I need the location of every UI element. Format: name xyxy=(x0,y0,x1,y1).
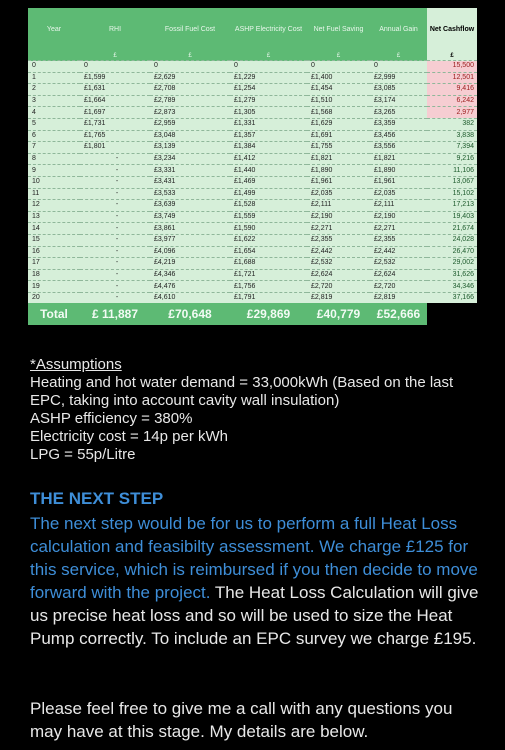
table-row xyxy=(28,165,477,177)
cell-net-fuel-saving: £1,568 xyxy=(307,107,370,119)
header-net-fuel-saving: Net Fuel Saving xyxy=(307,8,370,52)
cell-rhi: 0 xyxy=(80,61,150,73)
cell-fossil-fuel-cost: £3,639 xyxy=(150,200,230,212)
total-label: Total xyxy=(28,303,80,325)
cell-annual-gain: £1,821 xyxy=(370,153,427,165)
cell-ashp-electricity-cost: £1,791 xyxy=(230,292,307,303)
cell-net-cashflow: 34,346 xyxy=(427,281,477,293)
cell-ashp-electricity-cost: £1,279 xyxy=(230,95,307,107)
table-row xyxy=(28,281,477,293)
cell-rhi: £1,631 xyxy=(80,84,150,96)
cell-net-fuel-saving: £2,111 xyxy=(307,200,370,212)
cell-net-fuel-saving: £2,271 xyxy=(307,223,370,235)
cell-net-cashflow: 26,470 xyxy=(427,246,477,258)
cell-ashp-electricity-cost: £1,721 xyxy=(230,269,307,281)
assumption-line: ASHP efficiency = 380% xyxy=(30,410,193,427)
table-row xyxy=(28,130,477,142)
table-row xyxy=(28,61,477,73)
cell-fossil-fuel-cost: £3,749 xyxy=(150,211,230,223)
cell-rhi: - xyxy=(80,211,150,223)
cell-year: 0 xyxy=(28,61,80,73)
cell-net-cashflow: 6,242 xyxy=(427,95,477,107)
table-row xyxy=(28,107,477,119)
table-row xyxy=(28,153,477,165)
cell-fossil-fuel-cost: £3,431 xyxy=(150,176,230,188)
cell-annual-gain: £2,532 xyxy=(370,258,427,270)
cell-rhi: £1,801 xyxy=(80,142,150,154)
unit-cashflow: £ xyxy=(427,52,477,61)
cell-net-fuel-saving: £1,510 xyxy=(307,95,370,107)
cell-year: 16 xyxy=(28,246,80,258)
cell-annual-gain: £3,265 xyxy=(370,107,427,119)
next-step-title: THE NEXT STEP xyxy=(30,489,164,508)
cell-fossil-fuel-cost: £2,708 xyxy=(150,84,230,96)
cell-year: 13 xyxy=(28,211,80,223)
cell-net-cashflow: 7,394 xyxy=(427,142,477,154)
cell-ashp-electricity-cost: £1,469 xyxy=(230,176,307,188)
cell-rhi: £1,664 xyxy=(80,95,150,107)
table-header-row xyxy=(28,8,477,52)
cell-annual-gain: £2,819 xyxy=(370,292,427,303)
cell-fossil-fuel-cost: £4,610 xyxy=(150,292,230,303)
cell-fossil-fuel-cost: £3,139 xyxy=(150,142,230,154)
cell-net-fuel-saving: 0 xyxy=(307,61,370,73)
cell-net-cashflow: 3,838 xyxy=(427,130,477,142)
table-row xyxy=(28,176,477,188)
cell-fossil-fuel-cost: £3,533 xyxy=(150,188,230,200)
cell-net-fuel-saving: £2,720 xyxy=(307,281,370,293)
cell-annual-gain: £1,890 xyxy=(370,165,427,177)
cell-rhi: - xyxy=(80,258,150,270)
cell-annual-gain: £1,961 xyxy=(370,176,427,188)
total-ashp: £29,869 xyxy=(230,303,307,325)
cell-annual-gain: £3,085 xyxy=(370,84,427,96)
closing-paragraph: Please feel free to give me a call with any questions you may have at this stage. My details are below. xyxy=(30,699,453,741)
header-ashp-electricity-cost: ASHP Electricity Cost xyxy=(230,8,307,52)
cell-rhi: £1,599 xyxy=(80,72,150,84)
next-step-white-text: The Heat Loss Calculation will give us precise heat loss and so will be used to size the Heat Pump correctly. To include an EPC survey we charge £195. xyxy=(30,583,479,648)
table-row xyxy=(28,188,477,200)
cell-year: 9 xyxy=(28,165,80,177)
table-row xyxy=(28,95,477,107)
cell-net-cashflow: 11,106 xyxy=(427,165,477,177)
cell-annual-gain: £3,456 xyxy=(370,130,427,142)
cell-year: 12 xyxy=(28,200,80,212)
cell-annual-gain: £3,556 xyxy=(370,142,427,154)
table-total-row xyxy=(28,303,477,325)
table-row xyxy=(28,142,477,154)
assumptions-list xyxy=(30,374,453,464)
cell-ashp-electricity-cost: £1,654 xyxy=(230,246,307,258)
total-rhi: £ 11,887 xyxy=(80,303,150,325)
cell-annual-gain: £2,271 xyxy=(370,223,427,235)
cell-net-cashflow: 9,216 xyxy=(427,153,477,165)
next-step-body xyxy=(30,512,485,650)
cell-year: 17 xyxy=(28,258,80,270)
total-fossil: £70,648 xyxy=(150,303,230,325)
cell-annual-gain: £2,999 xyxy=(370,72,427,84)
table-row xyxy=(28,118,477,130)
cell-year: 4 xyxy=(28,107,80,119)
assumptions-title: *Assumptions xyxy=(30,356,122,373)
cell-rhi: - xyxy=(80,234,150,246)
cell-fossil-fuel-cost: £4,346 xyxy=(150,269,230,281)
cell-fossil-fuel-cost: £3,048 xyxy=(150,130,230,142)
cell-fossil-fuel-cost: £4,476 xyxy=(150,281,230,293)
assumption-line: Electricity cost = 14p per kWh xyxy=(30,428,228,445)
cell-ashp-electricity-cost: £1,440 xyxy=(230,165,307,177)
cell-ashp-electricity-cost: £1,331 xyxy=(230,118,307,130)
cell-ashp-electricity-cost: £1,756 xyxy=(230,281,307,293)
cell-annual-gain: £2,035 xyxy=(370,188,427,200)
table-row xyxy=(28,223,477,235)
cell-rhi: - xyxy=(80,281,150,293)
header-fossil-fuel-cost: Fossil Fuel Cost xyxy=(150,8,230,52)
cell-fossil-fuel-cost: £3,977 xyxy=(150,234,230,246)
cell-year: 20 xyxy=(28,292,80,303)
cell-fossil-fuel-cost: £3,861 xyxy=(150,223,230,235)
cell-fossil-fuel-cost: £3,234 xyxy=(150,153,230,165)
cell-rhi: - xyxy=(80,188,150,200)
cell-annual-gain: £2,720 xyxy=(370,281,427,293)
cell-fossil-fuel-cost: £3,331 xyxy=(150,165,230,177)
table-row xyxy=(28,292,477,303)
cell-rhi: - xyxy=(80,292,150,303)
cell-net-fuel-saving: £2,442 xyxy=(307,246,370,258)
cell-ashp-electricity-cost: £1,254 xyxy=(230,84,307,96)
header-net-cashflow: Net Cashflow xyxy=(427,8,477,52)
cell-fossil-fuel-cost: £2,629 xyxy=(150,72,230,84)
assumption-line: Heating and hot water demand = 33,000kWh (Based on the last xyxy=(30,374,454,391)
cell-net-fuel-saving: £1,400 xyxy=(307,72,370,84)
unit-year xyxy=(28,52,80,61)
table-row xyxy=(28,258,477,270)
cell-ashp-electricity-cost: £1,590 xyxy=(230,223,307,235)
cell-year: 2 xyxy=(28,84,80,96)
cell-net-cashflow: 17,213 xyxy=(427,200,477,212)
cell-net-fuel-saving: £1,890 xyxy=(307,165,370,177)
cell-annual-gain: £2,190 xyxy=(370,211,427,223)
cell-net-cashflow: 15,500 xyxy=(427,61,477,73)
table-body xyxy=(28,61,477,304)
cell-year: 18 xyxy=(28,269,80,281)
cell-year: 1 xyxy=(28,72,80,84)
cell-net-cashflow: 382 xyxy=(427,118,477,130)
cell-fossil-fuel-cost: £2,789 xyxy=(150,95,230,107)
cell-ashp-electricity-cost: 0 xyxy=(230,61,307,73)
cell-rhi: - xyxy=(80,153,150,165)
cell-net-fuel-saving: £1,691 xyxy=(307,130,370,142)
cell-ashp-electricity-cost: £1,357 xyxy=(230,130,307,142)
cell-net-cashflow: 9,416 xyxy=(427,84,477,96)
cell-fossil-fuel-cost: £2,959 xyxy=(150,118,230,130)
cell-ashp-electricity-cost: £1,305 xyxy=(230,107,307,119)
cell-year: 7 xyxy=(28,142,80,154)
cell-net-cashflow: 24,028 xyxy=(427,234,477,246)
cell-ashp-electricity-cost: £1,412 xyxy=(230,153,307,165)
unit-saving: £ xyxy=(307,52,370,61)
cell-year: 8 xyxy=(28,153,80,165)
cell-annual-gain: 0 xyxy=(370,61,427,73)
cell-net-fuel-saving: £2,190 xyxy=(307,211,370,223)
cell-fossil-fuel-cost: £4,096 xyxy=(150,246,230,258)
cell-rhi: - xyxy=(80,246,150,258)
cell-ashp-electricity-cost: £1,384 xyxy=(230,142,307,154)
cell-rhi: - xyxy=(80,269,150,281)
cell-annual-gain: £3,359 xyxy=(370,118,427,130)
table-row xyxy=(28,269,477,281)
cell-annual-gain: £2,111 xyxy=(370,200,427,212)
cell-rhi: - xyxy=(80,200,150,212)
cell-net-fuel-saving: £1,454 xyxy=(307,84,370,96)
cell-ashp-electricity-cost: £1,559 xyxy=(230,211,307,223)
cell-net-fuel-saving: £2,819 xyxy=(307,292,370,303)
cell-year: 10 xyxy=(28,176,80,188)
cell-ashp-electricity-cost: £1,229 xyxy=(230,72,307,84)
cell-net-cashflow: 13,067 xyxy=(427,176,477,188)
cell-year: 14 xyxy=(28,223,80,235)
table-row xyxy=(28,246,477,258)
unit-gain: £ xyxy=(370,52,427,61)
cell-net-cashflow: 21,674 xyxy=(427,223,477,235)
next-step-blue-text: The next step would be for us to perform a full Heat Loss calculation and feasibilty assessment. We charge £125 for this service, which is reimbursed if you then decide to move forward with the project. xyxy=(30,514,478,602)
header-rhi: RHI xyxy=(80,8,150,52)
cell-annual-gain: £2,355 xyxy=(370,234,427,246)
table-row xyxy=(28,234,477,246)
total-saving: £40,779 xyxy=(307,303,370,325)
cell-year: 11 xyxy=(28,188,80,200)
cell-year: 5 xyxy=(28,118,80,130)
cell-fossil-fuel-cost: £4,219 xyxy=(150,258,230,270)
table-row xyxy=(28,200,477,212)
unit-rhi: £ xyxy=(80,52,150,61)
cell-rhi: - xyxy=(80,176,150,188)
cell-ashp-electricity-cost: £1,528 xyxy=(230,200,307,212)
cell-rhi: - xyxy=(80,165,150,177)
cell-net-fuel-saving: £2,624 xyxy=(307,269,370,281)
cell-net-cashflow: 31,626 xyxy=(427,269,477,281)
cell-rhi: £1,765 xyxy=(80,130,150,142)
cell-annual-gain: £2,624 xyxy=(370,269,427,281)
cell-net-fuel-saving: £1,961 xyxy=(307,176,370,188)
table-row xyxy=(28,211,477,223)
cell-annual-gain: £3,174 xyxy=(370,95,427,107)
cell-net-fuel-saving: £2,532 xyxy=(307,258,370,270)
cell-net-fuel-saving: £2,355 xyxy=(307,234,370,246)
cell-net-cashflow: 37,166 xyxy=(427,292,477,303)
cell-net-cashflow: 19,403 xyxy=(427,211,477,223)
assumption-line: LPG = 55p/Litre xyxy=(30,446,136,463)
table-units-row xyxy=(28,52,477,61)
cell-ashp-electricity-cost: £1,622 xyxy=(230,234,307,246)
cell-year: 6 xyxy=(28,130,80,142)
cell-net-cashflow: 15,102 xyxy=(427,188,477,200)
cell-net-cashflow: 29,002 xyxy=(427,258,477,270)
unit-fossil: £ xyxy=(150,52,230,61)
cell-net-fuel-saving: £2,035 xyxy=(307,188,370,200)
cell-year: 3 xyxy=(28,95,80,107)
table-row xyxy=(28,84,477,96)
total-gain: £52,666 xyxy=(370,303,427,325)
header-year: Year xyxy=(28,8,80,52)
cell-annual-gain: £2,442 xyxy=(370,246,427,258)
cell-year: 15 xyxy=(28,234,80,246)
cashflow-table xyxy=(28,8,477,325)
cell-rhi: £1,697 xyxy=(80,107,150,119)
cell-year: 19 xyxy=(28,281,80,293)
cell-fossil-fuel-cost: £2,873 xyxy=(150,107,230,119)
cell-net-cashflow: 2,977 xyxy=(427,107,477,119)
cell-fossil-fuel-cost: 0 xyxy=(150,61,230,73)
cell-rhi: - xyxy=(80,223,150,235)
cell-net-cashflow: 12,501 xyxy=(427,72,477,84)
cell-net-fuel-saving: £1,821 xyxy=(307,153,370,165)
cell-ashp-electricity-cost: £1,499 xyxy=(230,188,307,200)
cell-ashp-electricity-cost: £1,688 xyxy=(230,258,307,270)
table-row xyxy=(28,72,477,84)
cell-rhi: £1,731 xyxy=(80,118,150,130)
assumption-line: EPC, taking into account cavity wall insulation) xyxy=(30,392,340,409)
cell-net-fuel-saving: £1,755 xyxy=(307,142,370,154)
header-annual-gain: Annual Gain xyxy=(370,8,427,52)
total-empty-cell xyxy=(427,303,477,325)
cell-net-fuel-saving: £1,629 xyxy=(307,118,370,130)
unit-ashp: £ xyxy=(230,52,307,61)
